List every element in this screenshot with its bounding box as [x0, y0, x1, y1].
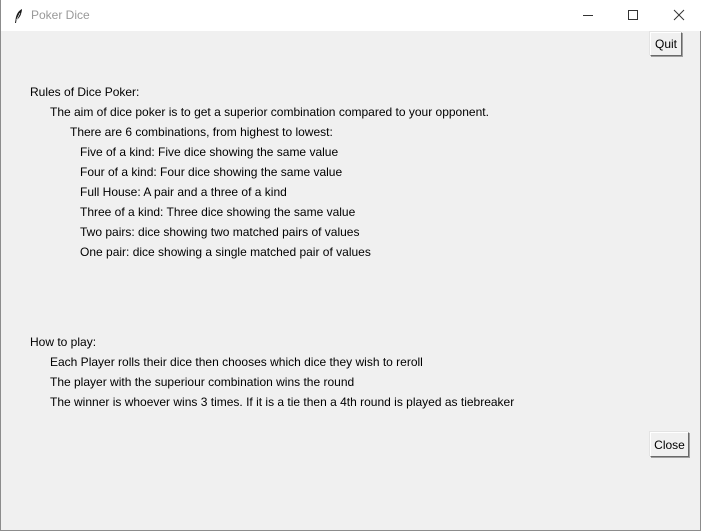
combination-item: Three of a kind: Three dice showing the same value: [80, 205, 356, 219]
combinations-intro: There are 6 combinations, from highest to lowest:: [70, 125, 333, 139]
rules-heading: Rules of Dice Poker:: [30, 85, 140, 99]
combination-item: One pair: dice showing a single matched pair of values: [80, 245, 371, 259]
combination-item: Five of a kind: Five dice showing the same value: [80, 145, 339, 159]
close-window-button[interactable]: [656, 0, 701, 30]
how-to-play-step: Each Player rolls their dice then chooses which dice they wish to reroll: [50, 355, 423, 369]
maximize-icon: [627, 6, 639, 25]
title-bar[interactable]: [1, 0, 701, 31]
combination-item: Full House: A pair and a three of a kind: [80, 185, 287, 199]
feather-icon: [11, 8, 27, 24]
maximize-button[interactable]: [610, 0, 656, 30]
how-to-play-heading: How to play:: [30, 335, 97, 349]
minimize-icon: [582, 6, 594, 25]
close-icon: [673, 6, 685, 25]
how-to-play-step: The player with the superiour combination wins the round: [50, 375, 355, 389]
combination-item: Four of a kind: Four dice showing the same value: [80, 165, 343, 179]
how-to-play-step: The winner is whoever wins 3 times. If it is a tie then a 4th round is played as tiebreaker: [50, 395, 515, 409]
rules-aim: The aim of dice poker is to get a superior combination compared to your opponent.: [50, 105, 489, 119]
combination-item: Two pairs: dice showing two matched pairs of values: [80, 225, 360, 239]
quit-button[interactable]: Quit: [650, 32, 682, 56]
close-button[interactable]: Close: [650, 432, 689, 457]
minimize-button[interactable]: [565, 0, 611, 30]
window-title: Poker Dice: [31, 8, 90, 22]
